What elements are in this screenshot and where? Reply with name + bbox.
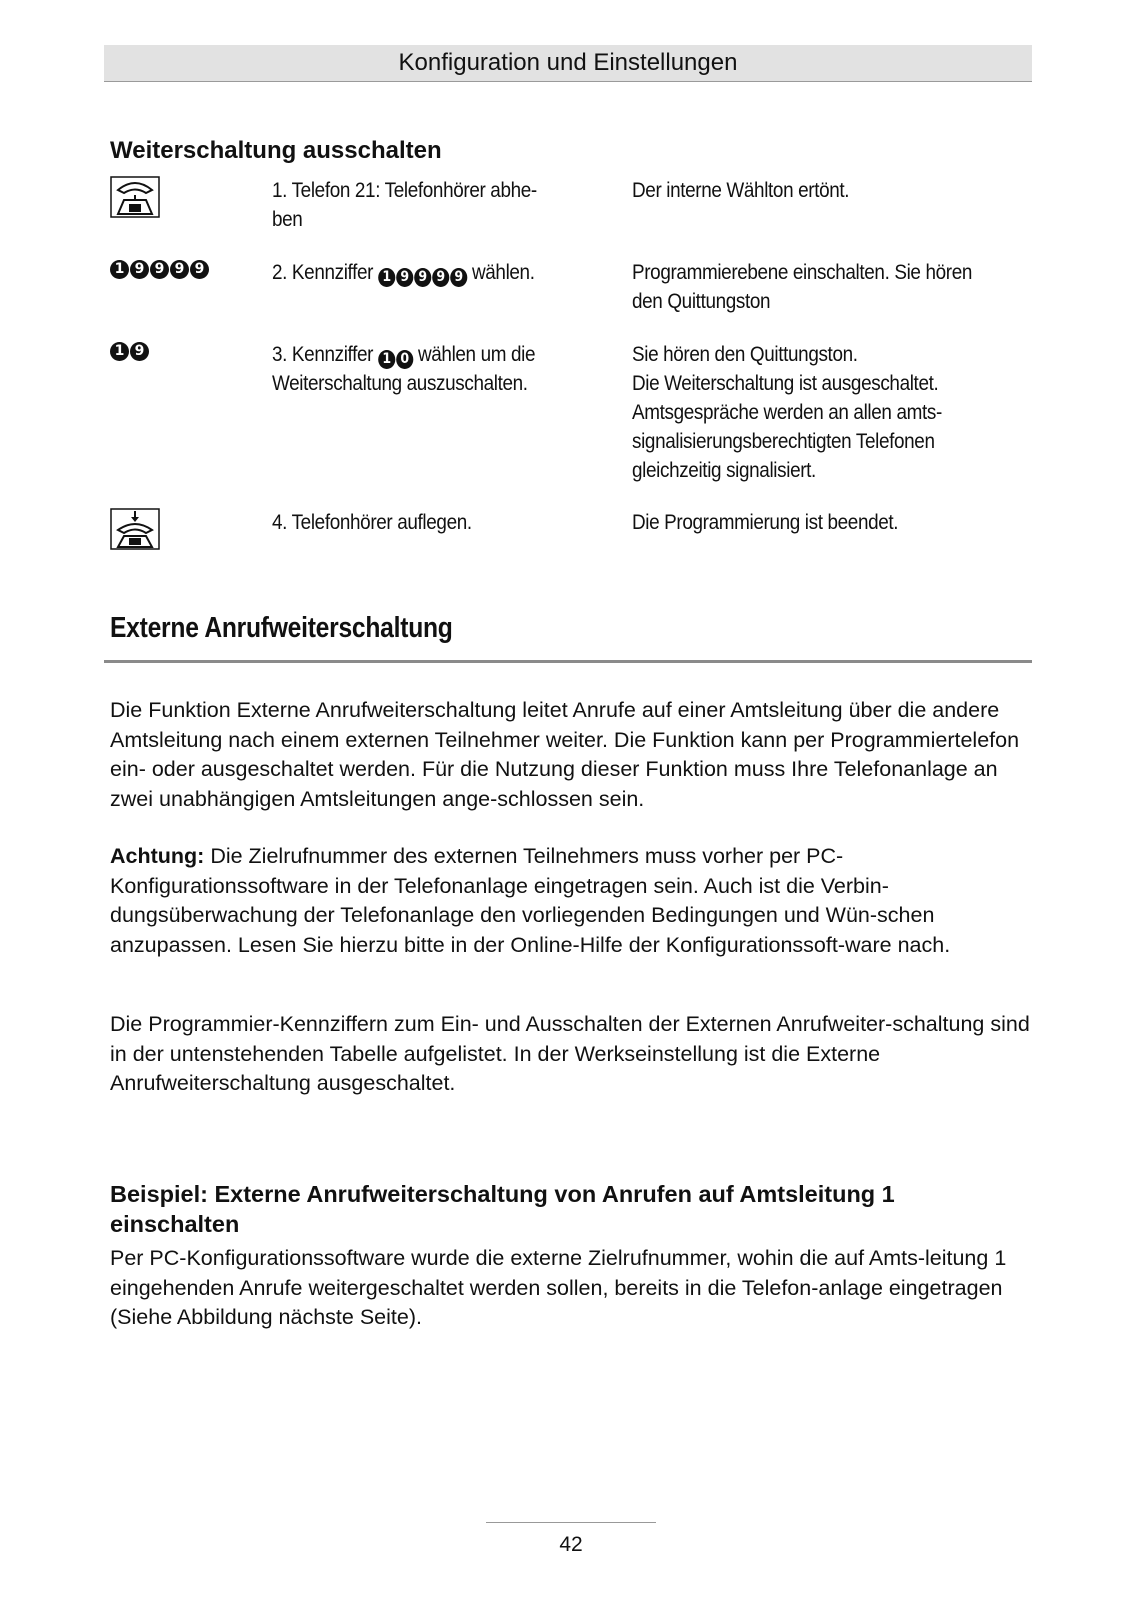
code-19999-inline: 1 9 9 9 9 [378, 268, 467, 287]
section-title-externe-anrufweiterschaltung: Externe Anrufweiterschaltung [110, 612, 453, 644]
step-3-result: Sie hören den Quittungston. Die Weiterschaltung ist ausgeschaltet. Amtsgespräche werden an allen amts- signalisierungsberechtigten Telefonen gleichzeitig signalisiert. [632, 343, 942, 482]
attention-label: Achtung: [110, 844, 205, 868]
attention-text: Die Zielrufnummer des externen Teilnehmers muss vorher per PC-Konfigurationssoftware in der Telefonanlage eingetragen sein. Auch ist die Verbin-dungsüberwachung der Telefonanlage den vorliegenden Bedingungen und Wün-schen anzupassen. Lesen Sie hierzu bitte in der Online-Hilfe der Konfigurationssoft-ware nach. [110, 844, 951, 957]
page-number: 42 [559, 1533, 583, 1556]
step-1-result: Der interne Wählton ertönt. [632, 179, 850, 202]
intro-paragraph: Die Funktion Externe Anrufweiterschaltung leitet Anrufe auf einer Amtsleitung über die andere Amtsleitung nach einem externen Teilnehmer weiter. Die Funktion kann per Programmiertelefon ein- oder ausgeschaltet werden. Für die Nutzung dieser Funktion muss Ihre Telefonanlage an zwei unabhängigen Amtsleitungen ange-schlossen sein. [110, 698, 1020, 811]
step-2-action: 2. Kennziffer 1 9 9 9 9 wählen. [272, 261, 535, 285]
code-19-icon: 1 9 [110, 342, 149, 361]
section-divider [104, 660, 1032, 663]
phone-hangup-icon [110, 508, 160, 550]
example-paragraph: Per PC-Konfigurationssoftware wurde die externe Zielrufnummer, wohin die auf Amts-leitung 1 eingehenden Anrufe weitergeschaltet werden sollen, bereits in die Telefon-anlage eingetragen (Siehe Abbildung nächste Seite). [110, 1246, 1007, 1329]
step-4-result: Die Programmierung ist beendet. [632, 511, 899, 534]
step-4-action: 4. Telefonhörer auflegen. [272, 511, 472, 534]
code-19999-icon: 1 9 9 9 9 [110, 260, 209, 279]
attention-paragraph [110, 842, 1030, 960]
footer-divider [486, 1522, 656, 1523]
example-title: Beispiel: Externe Anrufweiterschaltung von Anrufen auf Amtsleitung 1 einschalten [110, 1181, 895, 1237]
header-title: Konfiguration und Einstellungen [398, 49, 738, 76]
step-3-action: 3. Kennziffer 1 0 wählen um die Weiterschaltung auszuschalten. [272, 343, 536, 395]
page-header [104, 45, 1032, 82]
codes-paragraph: Die Programmier-Kennziffern zum Ein- und Ausschalten der Externen Anrufweiter-schaltung sind in der untenstehenden Tabelle aufgelistet. In der Werkseinstellung ist die Externe Anrufweiterschaltung ausgeschaltet. [110, 1012, 1030, 1095]
code-10-inline: 1 0 [378, 350, 413, 369]
step-2-result: Programmierebene einschalten. Sie hören den Quittungston [632, 261, 973, 313]
section-title-weiterschaltung-ausschalten: Weiterschaltung ausschalten [110, 137, 442, 164]
phone-lift-icon [110, 176, 160, 218]
step-1-action: 1. Telefon 21: Telefonhörer abhe- ben [272, 179, 537, 231]
